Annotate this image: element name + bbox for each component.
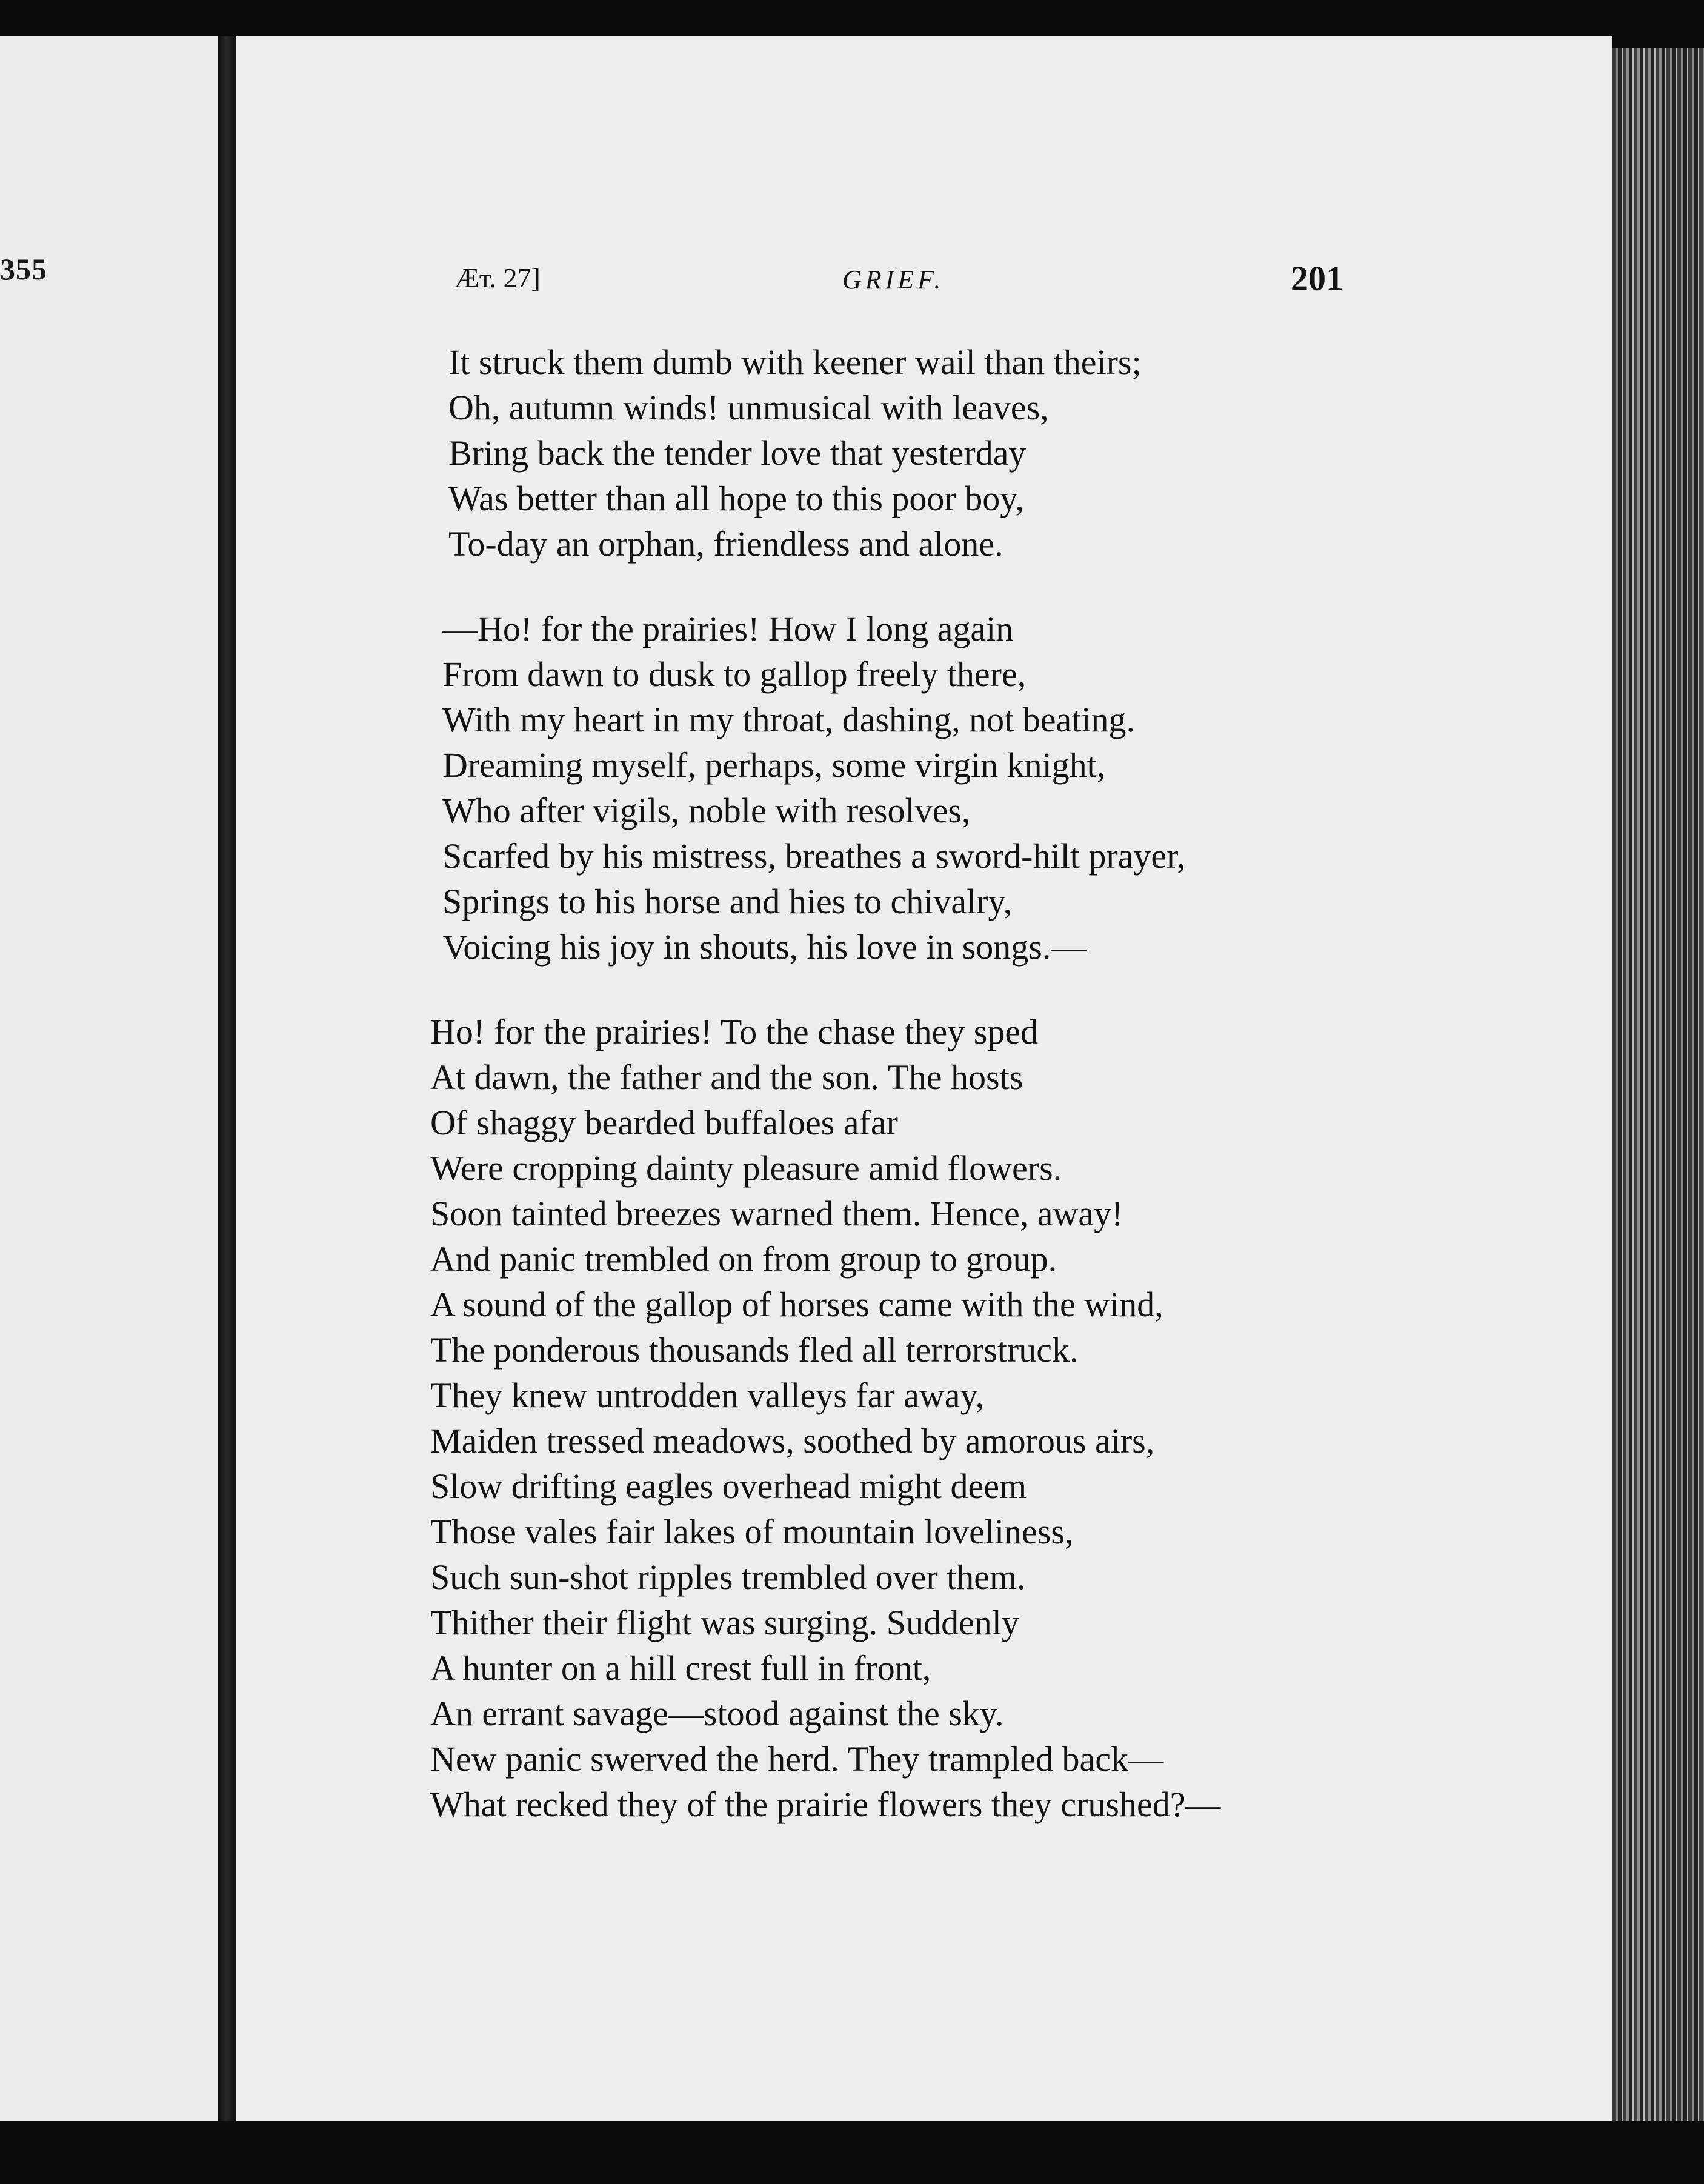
poem-line: Slow drifting eagles overhead might deem [430, 1467, 1027, 1506]
poem-line: New panic swerved the herd. They trampled back— [430, 1739, 1164, 1779]
poem-line: The ponderous thousands fled all terrorstruck. [430, 1330, 1079, 1370]
right-page [236, 36, 1612, 2121]
poem-line: It struck them dumb with keener wail than theirs; [448, 342, 1142, 382]
poem-line: From dawn to dusk to gallop freely there, [442, 654, 1027, 694]
poem-line: Were cropping dainty pleasure amid flowers. [430, 1148, 1062, 1188]
poem-line: Springs to his horse and hies to chivalry, [442, 882, 1013, 921]
poem-body [430, 339, 1582, 1866]
poem-line: An errant savage—stood against the sky. [430, 1694, 1004, 1733]
poem-line: With my heart in my throat, dashing, not beating. [442, 700, 1135, 739]
left-page-number: 355 [0, 252, 47, 286]
poem-line: Ho! for the prairies! To the chase they sped [430, 1012, 1039, 1051]
poem-line: Was better than all hope to this poor boy, [448, 479, 1024, 518]
stanza [442, 606, 1582, 970]
poem-line: A sound of the gallop of horses came with the wind, [430, 1285, 1163, 1324]
poem-line: Of shaggy bearded buffaloes afar [430, 1103, 898, 1142]
running-head-title: GRIEF. [842, 265, 945, 295]
poem-line: Thither their flight was surging. Suddenly [430, 1603, 1019, 1642]
left-page [0, 36, 222, 2121]
poem-line: A hunter on a hill crest full in front, [430, 1648, 931, 1688]
poem-line: Those vales fair lakes of mountain loveliness, [430, 1512, 1074, 1551]
poem-line: Bring back the tender love that yesterday [448, 433, 1027, 473]
page-edges [1612, 48, 1704, 2121]
running-head-left: Æт. 27] [454, 262, 541, 293]
poem-line: What recked they of the prairie flowers they crushed?— [430, 1785, 1221, 1824]
poem-line: Maiden tressed meadows, soothed by amorous airs, [430, 1421, 1155, 1460]
page-number: 201 [1291, 259, 1343, 298]
poem-line: Such sun-shot ripples trembled over them. [430, 1557, 1026, 1597]
poem-line: Oh, autumn winds! unmusical with leaves, [448, 388, 1049, 427]
stanza [448, 339, 1582, 567]
poem-line: And panic trembled on from group to group. [430, 1239, 1057, 1279]
poem-line: To-day an orphan, friendless and alone. [448, 524, 1003, 564]
poem-line: Voicing his joy in shouts, his love in songs.— [442, 927, 1087, 967]
stanza [430, 1009, 1582, 1827]
book-gutter [218, 36, 236, 2121]
scan-border [0, 2121, 1704, 2184]
poem-line: Soon tainted breezes warned them. Hence, away! [430, 1194, 1123, 1233]
poem-line: Scarfed by his mistress, breathes a sword-hilt prayer, [442, 836, 1186, 876]
poem-line: Dreaming myself, perhaps, some virgin knight, [442, 745, 1106, 785]
poem-line: Who after vigils, noble with resolves, [442, 791, 971, 830]
poem-line: At dawn, the father and the son. The hosts [430, 1057, 1023, 1097]
running-head [236, 259, 1612, 304]
poem-line: —Ho! for the prairies! How I long again [442, 609, 1014, 648]
poem-line: They knew untrodden valleys far away, [430, 1376, 985, 1415]
